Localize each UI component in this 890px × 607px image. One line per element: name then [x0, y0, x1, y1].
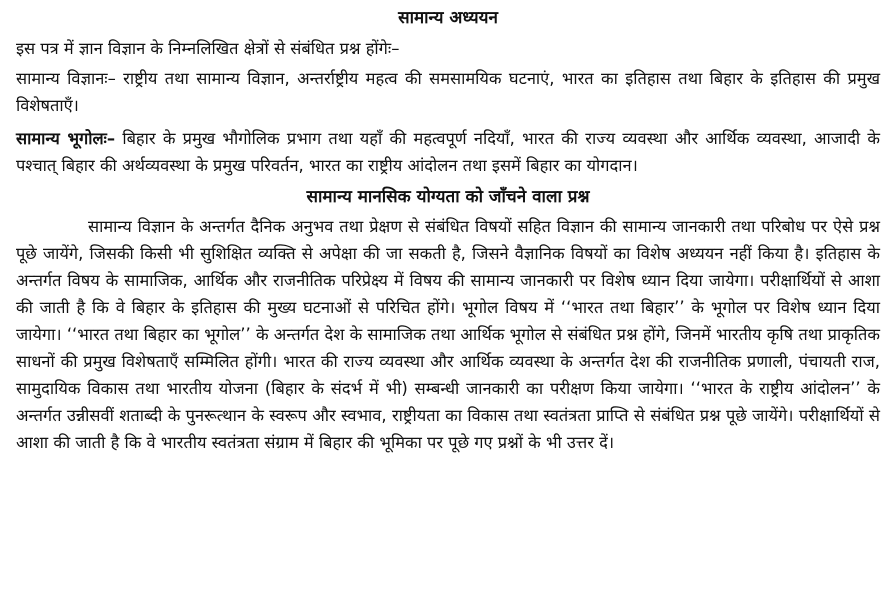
general-geography-text: बिहार के प्रमुख भौगोलिक प्रभाग तथा यहाँ की महत्वपूर्ण नदियाँ, भारत की राज्य व्यवस्था और आर्थिक व्यवस्था, आजादी के पश्चात् बिहार की अर्थव्यवस्था के प्रमुख परिवर्तन, भारत का राष्ट्रीय आंदोलन तथा इसमें बिहार का योगदान। — [16, 129, 880, 175]
general-science-label: सामान्य विज्ञानः– — [16, 69, 116, 88]
general-science-text: राष्ट्रीय तथा सामान्य विज्ञान, अन्तर्राष्ट्रीय महत्व की समसामयिक घटनाएं, भारत का इतिहास तथा बिहार के इतिहास की प्रमुख विशेषताएँ। — [16, 69, 880, 115]
section-mental-ability-body: सामान्य विज्ञान के अन्तर्गत दैनिक अनुभव तथा प्रेक्षण से संबंधित विषयों सहित विज्ञान की सामान्य जानकारी तथा परिबोध पर ऐसे प्रश्न पूछे जायेंगे, जिसकी किसी भी सुशिक्षित व्यक्ति से अपेक्षा की जा सकती है, जिसने वैज्ञानिक विषयों का विशेष अध्ययन नहीं किया है। इतिहास के अन्तर्गत विषय के सामाजिक, आर्थिक और राजनीतिक परिप्रेक्ष्य में विषय की सामान्य जानकारी पर विशेष ध्यान दिया जायेगा। परीक्षार्थियों से आशा की जाती है कि वे बिहार के इतिहास की मुख्य घटनाओं से परिचित होंगे। भूगोल विषय में ‘‘भारत तथा बिहार’’ के भूगोल पर विशेष ध्यान दिया जायेगा। ‘‘भारत तथा बिहार का भूगोल’’ के अन्तर्गत देश के सामाजिक तथा आर्थिक भूगोल से संबंधित प्रश्न होंगे, जिनमें भारतीय कृषि तथा प्राकृतिक साधनों की प्रमुख विशेषताएँ सम्मिलित होंगी। भारत की राज्य व्यवस्था और आर्थिक व्यवस्था के अन्तर्गत देश की राजनीतिक प्रणाली, पंचायती राज, सामुदायिक विकास तथा भारतीय योजना (बिहार के संदर्भ में भी) सम्बन्धी जानकारी का परीक्षण किया जायेगा। ‘‘भारत के राष्ट्रीय आंदोलन’’ के अन्तर्गत उन्नीसवीं शताब्दी के पुनरूत्थान के स्वरूप और स्वभाव, राष्ट्रीयता का विकास तथा स्वतंत्रता प्राप्ति से संबंधित प्रश्न पूछे जायेंगे। परीक्षार्थियों से आशा की जाती है कि वे भारतीय स्वतंत्रता संग्राम में बिहार की भूमिका पर पूछे गए प्रश्नों के भी उत्तर दें। — [16, 217, 880, 452]
document-title: सामान्य अध्ययन — [398, 8, 498, 28]
section-mental-ability-title: सामान्य मानसिक योग्यता को जाँचने वाला प्रश्न — [306, 187, 590, 207]
general-geography-label: सामान्य भूगोलः– — [16, 129, 116, 148]
general-geography-paragraph — [16, 125, 880, 179]
general-science-paragraph — [16, 65, 880, 119]
intro-paragraph: इस पत्र में ज्ञान विज्ञान के निम्नलिखित क्षेत्रों से संबंधित प्रश्न होंगेः– — [16, 39, 400, 58]
